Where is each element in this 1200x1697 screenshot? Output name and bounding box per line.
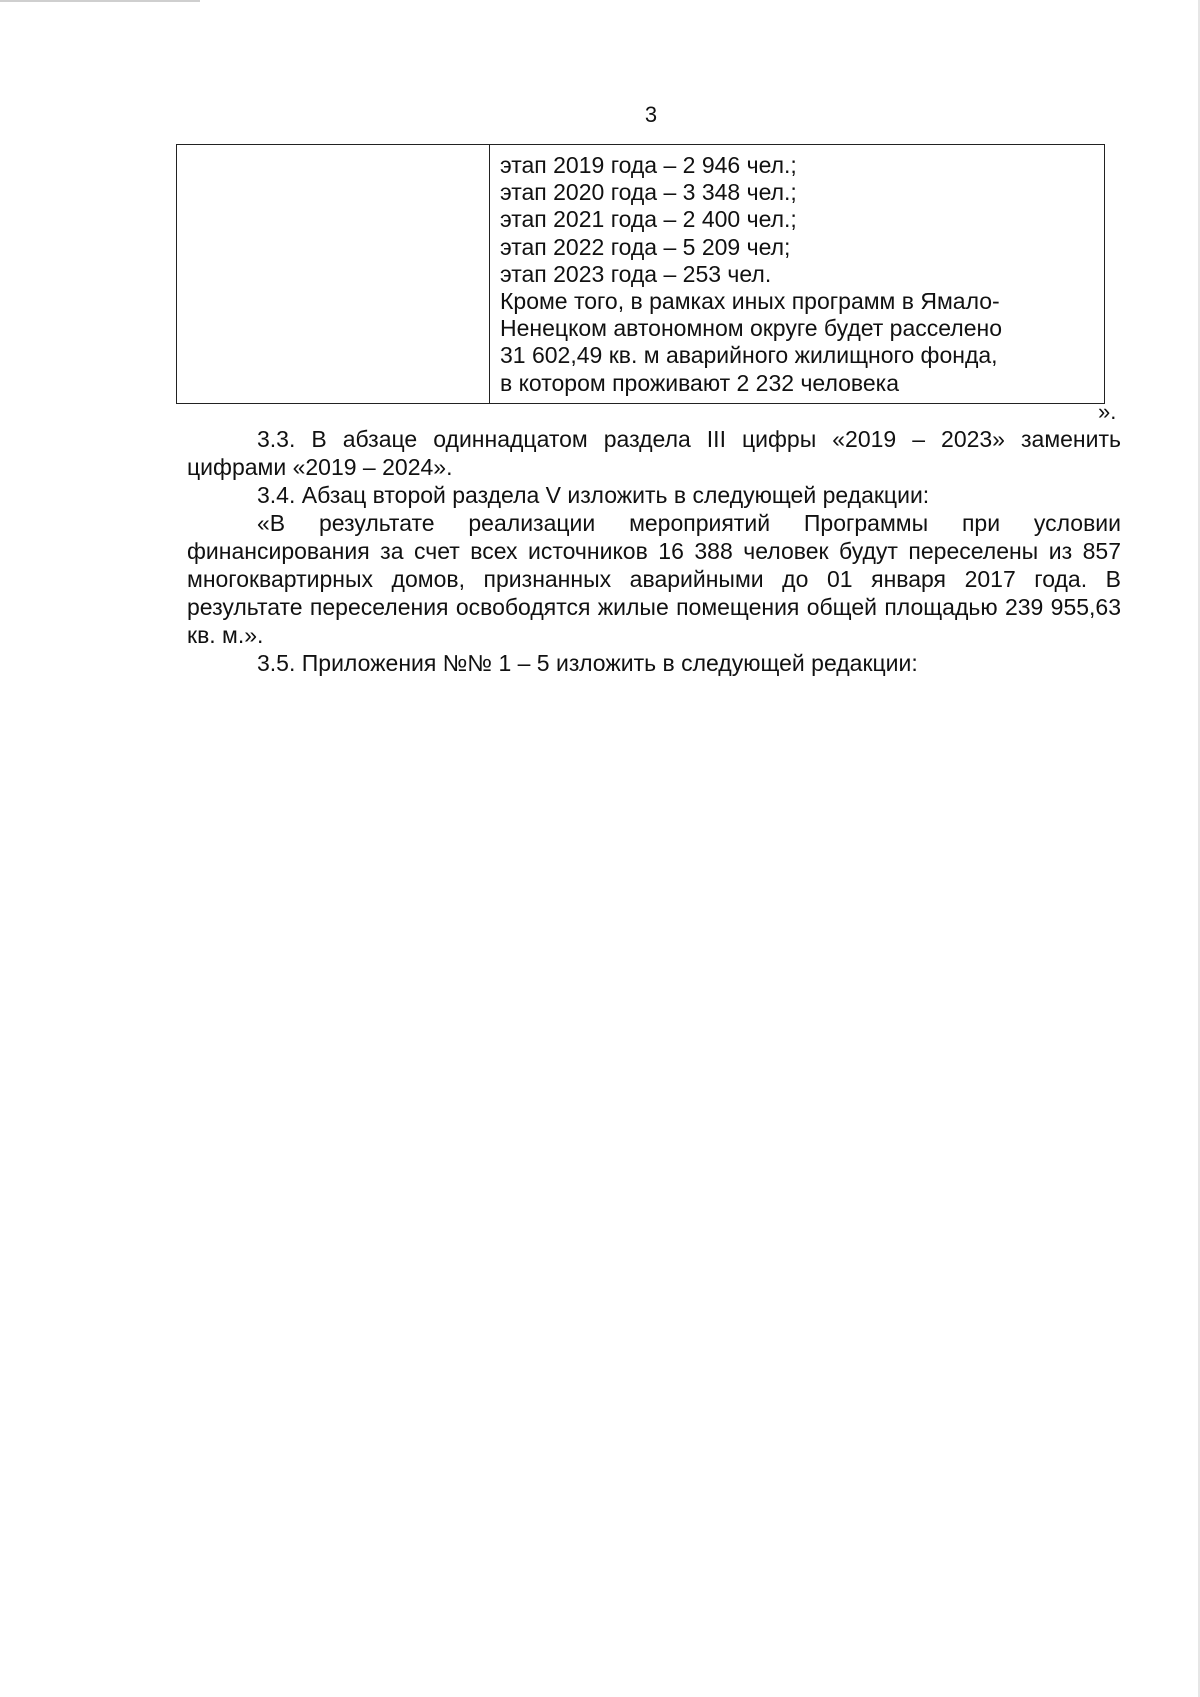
scan-edge-mark [0, 0, 200, 2]
table-line: этап 2023 года – 253 чел. [500, 260, 772, 287]
paragraph-3-4-quote: «В результате реализации мероприятий Программы при условии финансирования за счет всех источников 16 388 человек будут переселены из 857 многоквартирных домов, признанных аварийными до 01 января 2017 года. В результате переселения освободятся жилые помещения общей площадью 239 955,63 кв. м.». [187, 510, 1121, 648]
paragraph-3-5: 3.5. Приложения №№ 1 – 5 изложить в следующей редакции: [257, 650, 918, 676]
table-line: этап 2019 года – 2 946 чел.; [500, 152, 797, 178]
table-line: этап 2022 года – 5 209 чел; [500, 233, 791, 260]
table-line: этап 2020 года – 3 348 чел.; [500, 179, 797, 206]
table-line: 31 602,49 кв. м аварийного жилищного фонда, [500, 342, 998, 369]
paragraph-3-3: 3.3. В абзаце одиннадцатом раздела III цифры «2019 – 2023» заменить цифрами «2019 – 2024». [187, 426, 1121, 480]
program-table [176, 144, 1105, 404]
table-line: Ненецком автономном округе будет расселено [500, 315, 1003, 342]
closing-quote: ». [1098, 399, 1117, 424]
paragraph-3-4: 3.4. Абзац второй раздела V изложить в следующей редакции: [257, 482, 930, 508]
table-line: в котором проживают 2 232 человека [500, 369, 900, 396]
page-number: 3 [644, 102, 658, 127]
table-cell-right [490, 145, 1104, 403]
table-cell-left [177, 145, 490, 403]
table-line: Кроме того, в рамках иных программ в Ямало- [500, 288, 1000, 315]
table-line: этап 2021 года – 2 400 чел.; [500, 206, 797, 233]
